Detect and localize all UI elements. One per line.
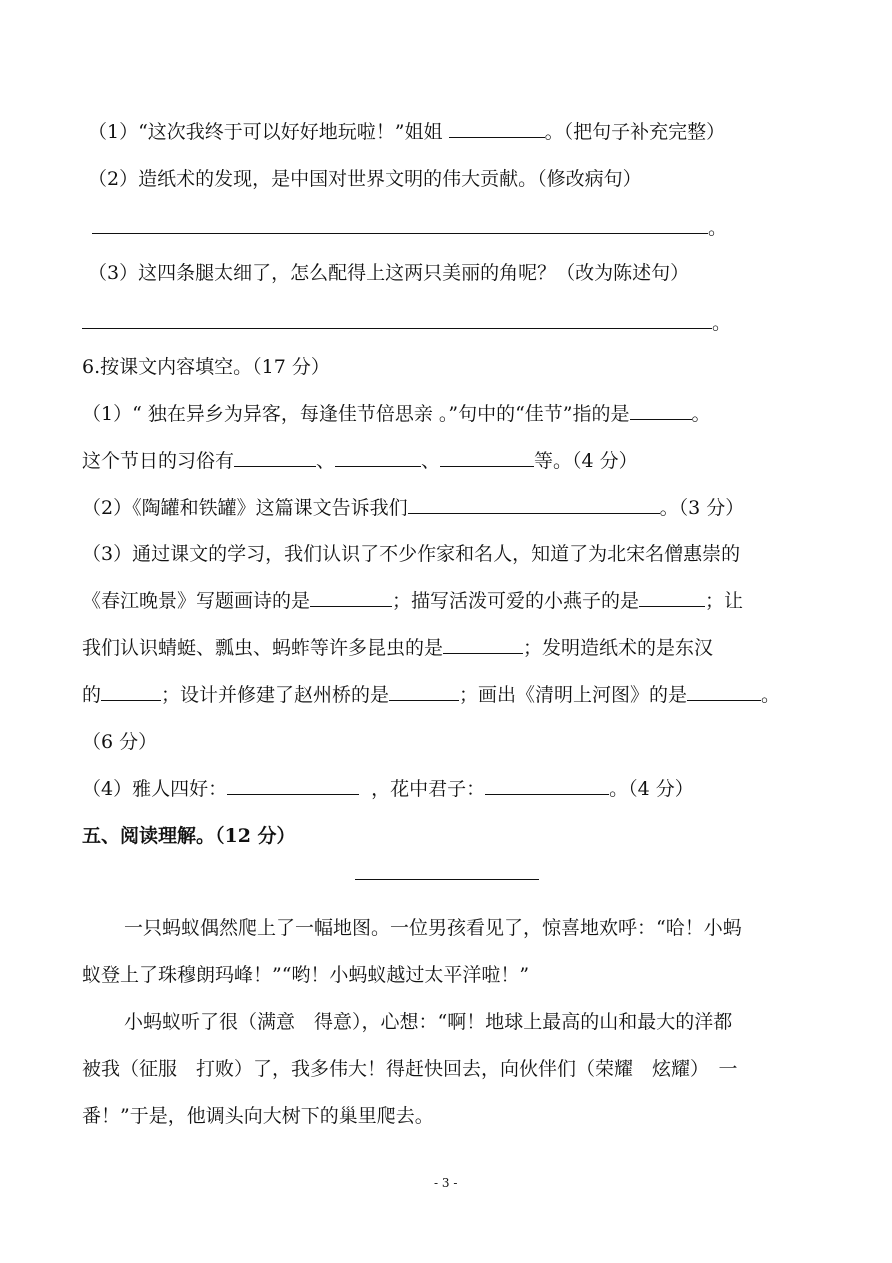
q5-item2	[88, 166, 642, 192]
q6-item3-line4	[82, 682, 780, 708]
passage-p2-line2: 被我（征服 打败）了，我多伟大！得赶快回去，向伙伴们（荣耀 炫耀） 一	[82, 1058, 738, 1080]
q6-item1-line2	[82, 448, 638, 474]
q6-item3-text: 我们认识蜻蜓、瓢虫、蚂蚱等许多昆虫的是	[82, 637, 444, 659]
q5-item1	[88, 119, 725, 145]
section-title: 五、阅读理解。（12 分）	[82, 825, 296, 847]
q6-item4-blank1[interactable]	[227, 776, 359, 795]
q5-item2-text: （2）造纸术的发现，是中国对世界文明的伟大贡献。（修改病句）	[88, 168, 642, 190]
q5-item2-answer	[92, 215, 727, 241]
q6-item3-blank2[interactable]	[639, 588, 705, 607]
q6-item1-customs-label: 这个节日的习俗有	[82, 450, 235, 472]
passage-p2-line3: 番！”于是，他调头向大树下的巢里爬去。	[82, 1105, 434, 1127]
q6-item1-blank-custom2[interactable]	[335, 448, 421, 467]
q5-item1-instruction: 。（把句子补充完整）	[544, 121, 726, 143]
q6-item3-text: 的	[82, 684, 102, 706]
passage-p1-line2: 蚁登上了珠穆朗玛峰！”“哟！小蚂蚁越过太平洋啦！”	[82, 964, 530, 986]
q5-item3-answer	[82, 310, 731, 336]
q6-item3-score: （6 分）	[82, 731, 158, 753]
q6-item3-blank4[interactable]	[101, 682, 161, 701]
q6-item3-text: ；发明造纸术的是东汉	[523, 637, 714, 659]
q6-item3-line1: （3）通过课文的学习，我们认识了不少作家和名人，知道了为北宋名僧惠崇的	[82, 543, 741, 565]
q6-item2-text: （2）《陶罐和铁罐》这篇课文告诉我们	[82, 497, 408, 519]
page-number: - 3 -	[434, 1176, 458, 1190]
q6-item4-label: （4）雅人四好：	[82, 778, 228, 800]
q6-item4-mid: ，花中君子：	[371, 778, 486, 800]
q6-item3-text: ；描写活泼可爱的小燕子的是	[392, 590, 640, 612]
q6-item3-text: ；设计并修建了赵州桥的是	[161, 684, 390, 706]
q6-item1-blank-custom1[interactable]	[234, 448, 316, 467]
q6-item3-text: ；画出《清明上河图》的是	[459, 684, 688, 706]
passage-p2-line1: 小蚂蚁听了很（满意 得意），心想：“啊！地球上最高的山和最大的洋都	[124, 1011, 733, 1033]
q6-item4-score: 。（4 分）	[609, 778, 694, 800]
q5-item1-text: （1）“这次我终于可以好好地玩啦！”姐姐	[88, 121, 443, 143]
q6-item3-blank3[interactable]	[443, 635, 523, 654]
separator: 、	[316, 450, 336, 472]
q5-item3	[88, 260, 689, 286]
q6-item2-score: 。（3 分）	[659, 497, 745, 519]
q6-item1-end: 。	[691, 403, 711, 425]
q6-item3-text: 《春江晚景》写题画诗的是	[82, 590, 311, 612]
q6-item3-blank6[interactable]	[687, 682, 761, 701]
q6-item1-line1	[82, 401, 711, 427]
q6-item3-blank5[interactable]	[389, 682, 459, 701]
q6-title: 6.按课文内容填空。（17 分）	[82, 356, 330, 378]
q5-item1-blank[interactable]	[449, 119, 545, 138]
q6-item4-blank2[interactable]	[485, 776, 609, 795]
q6-item3-text: ；让	[705, 590, 744, 612]
q5-item2-answer-line[interactable]	[92, 215, 708, 234]
q5-item3-end: 。	[712, 312, 732, 334]
q6-item4	[82, 776, 694, 802]
q6-item1-blank-custom3[interactable]	[440, 448, 534, 467]
q5-item2-end: 。	[708, 217, 728, 239]
separator: 、	[421, 450, 441, 472]
q6-item3-line2	[82, 588, 743, 614]
q5-item3-answer-line[interactable]	[82, 310, 712, 329]
q6-item1-blank-festival[interactable]	[630, 401, 692, 420]
q6-item2	[82, 495, 744, 521]
q6-item1-score: 等。（4 分）	[534, 450, 638, 472]
q6-item2-blank[interactable]	[408, 495, 660, 514]
passage-title-blank[interactable]	[355, 879, 539, 880]
q6-item3-line3	[82, 635, 713, 661]
q6-item3-end: 。	[761, 684, 781, 706]
q6-item1-text: （1）“ 独在异乡为异客，每逢佳节倍思亲 。”句中的“佳节”指的是	[82, 403, 630, 425]
q6-item3-blank1[interactable]	[310, 588, 392, 607]
passage-p1-line1: 一只蚂蚁偶然爬上了一幅地图。一位男孩看见了，惊喜地欢呼：“哈！小蚂	[124, 917, 742, 939]
q5-item3-text: （3）这四条腿太细了，怎么配得上这两只美丽的角呢？（改为陈述句）	[88, 262, 690, 284]
